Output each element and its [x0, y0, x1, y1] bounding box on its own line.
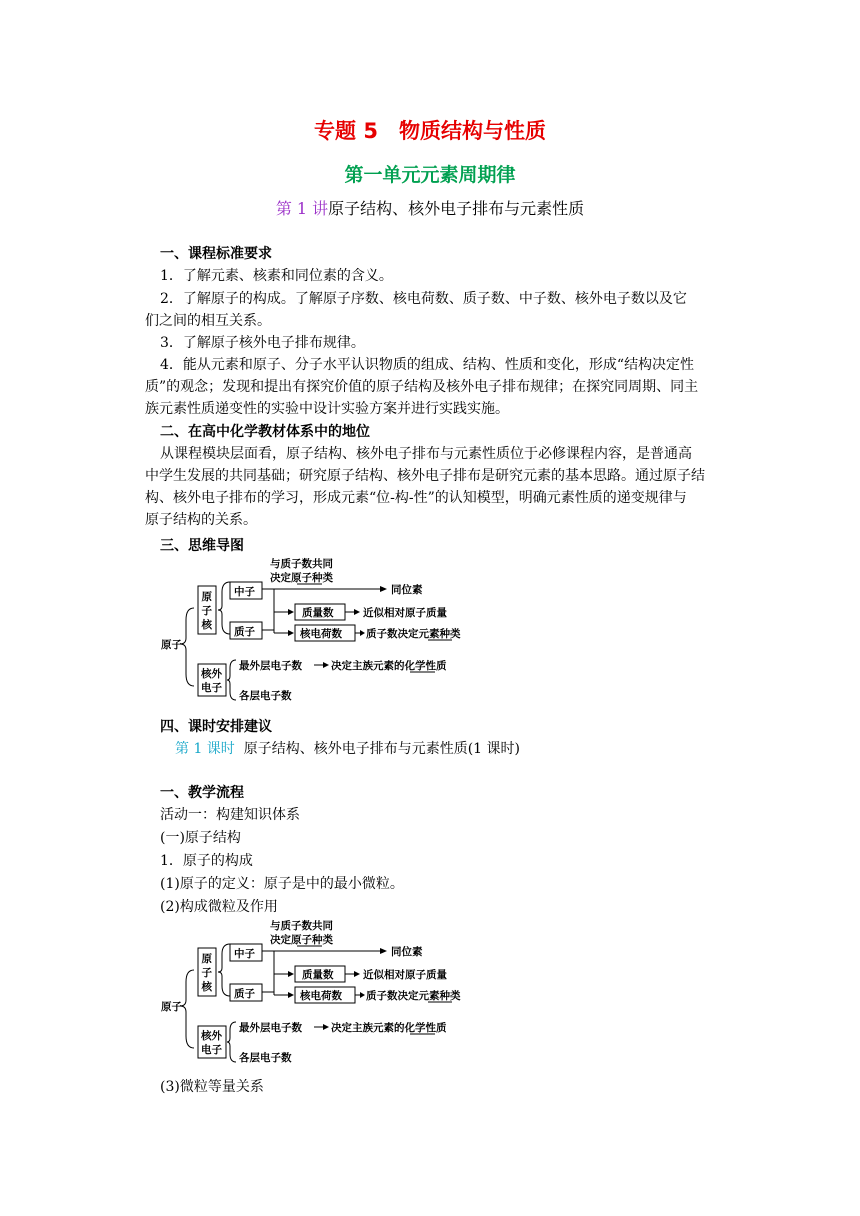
- mm2-layer-label: 各层电子数: [239, 1052, 292, 1064]
- mm2-mass-label: 质量数: [302, 969, 334, 981]
- mm2-root-label: 原子: [161, 1001, 182, 1013]
- mind-map-2: [158, 918, 478, 1068]
- mm1-charge-label: 核电荷数: [300, 628, 342, 640]
- mm2-outer-arrowhead: [323, 1024, 329, 1030]
- mm1-outer-label: 最外层电子数: [239, 660, 302, 672]
- mm1-mass-result-arrowhead: [354, 609, 360, 615]
- chapter-title: 专题 5 物质结构与性质: [314, 119, 546, 143]
- mm1-isotope-arrowhead: [380, 586, 387, 592]
- mm2-electron-brace: [227, 1022, 236, 1062]
- mm2-outer-result-label: 决定主族元素的化学性质: [331, 1022, 447, 1034]
- activity-1: 活动一：构建知识体系: [160, 807, 300, 823]
- mm1-root-label: 原子: [161, 639, 182, 651]
- teaching-flow-heading: 一、教学流程: [160, 785, 244, 801]
- mm1-root-brace: [180, 608, 194, 686]
- mm1-charge-result-label: 质子数决定元素种类: [366, 628, 461, 640]
- unit-title: 第一单元元素周期律: [344, 164, 516, 186]
- mm1-note-line-1: 与质子数共同: [270, 558, 333, 570]
- mm1-nucleus-char-2: 子: [201, 605, 212, 617]
- mm1-isotope-label: 同位素: [391, 584, 423, 596]
- s1-item-1: 1．了解元素、核素和同位素的含义。: [160, 268, 393, 284]
- mm2-nucleus-brace: [218, 944, 230, 996]
- mm1-charge-result-arrowhead: [360, 630, 365, 636]
- mm2-charge-arrowhead: [288, 992, 294, 998]
- mm2-mass-result-arrowhead: [354, 971, 360, 977]
- mm2-isotope-arrowhead: [380, 948, 387, 954]
- lesson-prefix: 第 1 讲: [275, 199, 329, 218]
- mm1-mass-arrowhead: [288, 609, 294, 615]
- mm1-mass-label: 质量数: [302, 607, 334, 619]
- s1-item-4-line-3: 族元素性质递变性的实验中设计实验方案并进行实践实施。: [145, 401, 509, 417]
- item-1-2: (2)构成微粒及作用: [160, 899, 278, 915]
- mm2-electron-line-1: 核外: [201, 1030, 222, 1042]
- mm2-charge-label: 核电荷数: [300, 990, 342, 1002]
- s2-line-2: 中学生发展的共同基础；研究原子结构、核外电子排布是研究元素的基本思路。通过原子结: [145, 468, 705, 484]
- s2-line-1: 从课程模块层面看，原子结构、核外电子排布与元素性质位于必修课程内容，是普通高: [160, 446, 692, 462]
- mm2-nucleus-char-3: 核: [201, 981, 212, 993]
- s2-line-3: 构、核外电子排布的学习，形成元素“位-构-性”的认知模型，明确元素性质的递变规律与: [145, 490, 687, 506]
- s1-item-4-line-2: 质”的观念；发现和提出有探究价值的原子结构及核外电子排布规律；在探究同周期、同主: [145, 379, 699, 395]
- s1-item-4-line-1: 4．能从元素和原子、分子水平认识物质的组成、结构、性质和变化，形成“结构决定性: [160, 357, 695, 373]
- mm1-nucleus-char-1: 原: [201, 591, 212, 603]
- mm1-proton-label: 质子: [234, 626, 255, 638]
- lesson-title-text: 原子结构、核外电子排布与元素性质: [328, 199, 585, 218]
- mm2-proton-label: 质子: [234, 988, 255, 1000]
- mm1-outer-arrowhead: [323, 662, 329, 668]
- item-1-1: (1)原子的定义：原子是中的最小微粒。: [160, 876, 404, 892]
- section-2-heading: 二、在高中化学教材体系中的地位: [160, 424, 370, 440]
- mm1-nucleus-char-3: 核: [201, 619, 212, 631]
- lesson-plan-text: 原子结构、核外电子排布与元素性质(1 课时): [243, 741, 520, 757]
- s1-item-2-line-1: 2．了解原子的构成。了解原子序数、核电荷数、质子数、中子数、核外电子数以及它: [160, 291, 687, 307]
- mm2-neutron-label: 中子: [234, 948, 255, 960]
- section-4-heading: 四、课时安排建议: [160, 719, 272, 735]
- mm2-isotope-label: 同位素: [391, 946, 423, 958]
- mm1-charge-arrowhead: [288, 630, 294, 636]
- section-3-heading: 三、思维导图: [160, 538, 244, 554]
- mm1-neutron-label: 中子: [234, 586, 255, 598]
- mm2-note-line-1: 与质子数共同: [270, 920, 333, 932]
- mm1-mass-result-label: 近似相对原子质量: [363, 607, 447, 619]
- item-1: 1．原子的构成: [160, 853, 253, 869]
- mm2-nucleus-char-2: 子: [201, 967, 212, 979]
- mm1-nucleus-brace: [218, 582, 230, 634]
- mm1-note-line-2: 决定原子种类: [270, 572, 333, 584]
- mm1-layer-label: 各层电子数: [239, 690, 292, 702]
- mm2-note-line-2: 决定原子种类: [270, 934, 333, 946]
- part-1: (一)原子结构: [160, 830, 241, 846]
- lesson-title: [0, 196, 860, 219]
- mm2-outer-label: 最外层电子数: [239, 1022, 302, 1034]
- mm2-charge-result-arrowhead: [360, 992, 365, 998]
- lesson-plan-prefix: 第 1 课时: [175, 741, 235, 757]
- mm1-electron-line-2: 电子: [201, 682, 222, 694]
- mm2-electron-line-2: 电子: [201, 1044, 222, 1056]
- mm2-mass-arrowhead: [288, 971, 294, 977]
- mm1-outer-result-label: 决定主族元素的化学性质: [331, 660, 447, 672]
- mm2-charge-result-label: 质子数决定元素种类: [366, 990, 461, 1002]
- mm1-electron-line-1: 核外: [201, 668, 222, 680]
- mind-map-1: [158, 556, 478, 706]
- s1-item-2-line-2: 们之间的相互关系。: [145, 313, 271, 329]
- mm2-root-brace: [180, 970, 194, 1048]
- lesson-plan-line: [175, 738, 520, 758]
- item-1-3: (3)微粒等量关系: [160, 1079, 264, 1095]
- s1-item-3: 3．了解原子核外电子排布规律。: [160, 335, 365, 351]
- mm1-electron-brace: [227, 660, 236, 700]
- mm2-mass-result-label: 近似相对原子质量: [363, 969, 447, 981]
- s2-line-4: 原子结构的关系。: [145, 512, 257, 528]
- section-1-heading: 一、课程标准要求: [160, 246, 272, 262]
- mm2-nucleus-char-1: 原: [201, 953, 212, 965]
